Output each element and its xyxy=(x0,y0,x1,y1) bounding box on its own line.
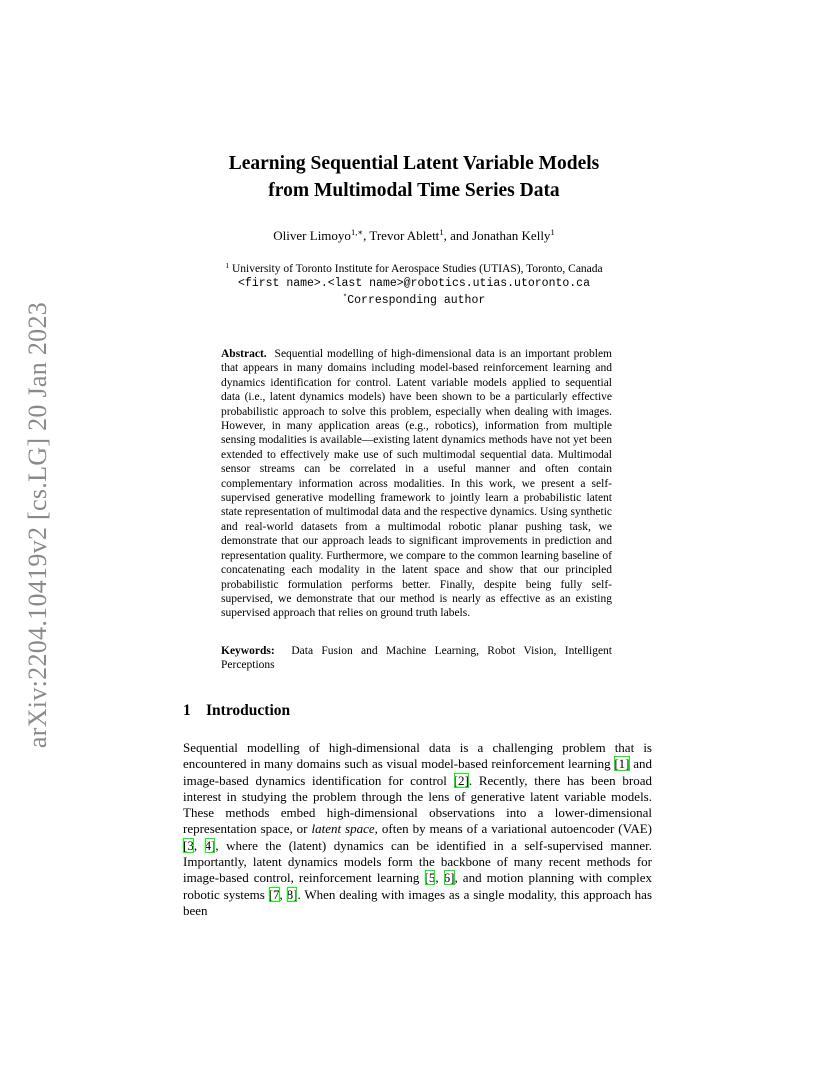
title-line-1: Learning Sequential Latent Variable Models xyxy=(228,153,600,174)
abstract xyxy=(221,347,612,621)
affiliation-institution xyxy=(0,259,828,277)
intro-text: , and motion planning with complex robotic systems xyxy=(183,870,653,902)
abstract-text: Sequential modelling of high-dimensional data is an important problem that appears in many domains including model-based reinforcement learning and dynamics identification for control. Latent variable models applied to sequential data (i.e., latent dynamics models) have been shown to be a particularly effective probabilistic approach to solve this problem, especially when dealing with images. However, in many application areas (e.g., robotics), information from multiple sensing modalities is available—existing latent dynamics methods have not yet been extended to effectively make use of such multimodal sequential data. Multimodal sensor streams can be correlated in a useful manner and often contain complementary information across modalities. In this work, we present a self-supervised generative modelling framework to jointly learn a probabilistic latent state representation of multimodal data and the respective dynamics. Using synthetic and real-world datasets from a multimodal robotic planar pushing task, we demonstrate that our approach leads to significant improvements in prediction and representation quality. Furthermore, we compare to the common learning baseline of concatenating each modality in the latent space and show that our principled probabilistic formulation performs better. Finally, despite being fully self-supervised, we demonstrate that our method is nearly as effective as an existing supervised approach that relies on ground truth labels. xyxy=(221,348,612,620)
intro-text: Sequential modelling of high-dimensional data is a challenging problem that is encountered in many domains such as visual model-based reinforcement learning xyxy=(183,740,652,772)
keywords xyxy=(221,644,612,673)
intro-text: , where the (latent) dynamics can be identified in a self-supervised manner. Importantly, latent dynamics models form the backbone of many recent methods for image-based control, reinforcement learning xyxy=(183,837,652,886)
author-3-name: , and Jonathan Kelly xyxy=(443,228,551,243)
intro-text: and image-based dynamics identification for control xyxy=(183,756,652,788)
corresponding-mark: * xyxy=(342,294,348,302)
section-heading-introduction xyxy=(183,702,290,720)
author-1-name: Oliver Limoyo xyxy=(273,228,351,243)
introduction-paragraph: Sequential modelling of high-dimensional data is a challenging problem that is encountered in many domains such as visual model-based reinforcement learning [1] and image-based dynamics identification for control [2]. Recently, there has been broad interest in studying the problem through the lens of generative latent variable models. These methods embed high-dimensional observations into a lower-dimensional representation space, or latent space, often by means of a variational autoencoder (VAE) [3, 4], where the (latent) dynamics can be identified in a self-supervised manner. Importantly, latent dynamics models form the backbone of many recent methods for image-based control, reinforcement learning [5, 6], and motion planning with complex robotic systems [7, 8]. When dealing with images as a single modality, this approach has been xyxy=(183,740,653,918)
paper-title xyxy=(0,150,828,204)
intro-emphasis: latent space xyxy=(311,821,375,837)
intro-text: , often by means of a variational autoencoder (VAE) xyxy=(374,821,652,837)
affiliation-email: <first name>.<last name>@robotics.utias.utoronto.ca xyxy=(238,276,590,290)
abstract-label: Abstract. xyxy=(221,348,267,360)
citation-link[interactable]: [3 xyxy=(183,837,194,853)
institution-name: University of Toronto Institute for Aerospace Studies (UTIAS), Toronto, Canada xyxy=(231,263,603,275)
keywords-label: Keywords: xyxy=(221,645,275,657)
citation-link[interactable]: [5 xyxy=(424,870,436,886)
citation-link[interactable]: [1] xyxy=(614,756,630,772)
citation-link[interactable]: [7 xyxy=(268,886,280,902)
intro-text: . Recently, there has been broad interest in studying the problem through the lens of generative latent variable models. These methods embed high-dimensional observations into a lower-dimensional representation space, or xyxy=(183,772,653,837)
author-list: Oliver Limoyo$^{1,∗}$, Trevor Ablett$^1$, and Jonathan Kelly$^1$ xyxy=(273,227,555,243)
section-title: Introduction xyxy=(206,702,291,719)
intro-text: . When dealing with images as a single modality, this approach has been xyxy=(183,886,653,918)
author-2-name: Trevor Ablett xyxy=(369,228,440,243)
citation-link[interactable]: 6] xyxy=(443,870,455,886)
author-1-affiliation-mark: 1,∗ xyxy=(350,227,364,237)
affiliation-mark: 1 xyxy=(225,261,230,270)
citation-link[interactable]: [2] xyxy=(453,772,469,788)
arxiv-identifier-stamp xyxy=(18,290,58,760)
corresponding-text: Corresponding author xyxy=(347,294,486,307)
author-2-affiliation-mark: 1 xyxy=(439,227,444,237)
affiliation-block xyxy=(0,259,828,309)
citation-link[interactable]: 8] xyxy=(286,886,298,902)
title-line-2: from Multimodal Time Series Data xyxy=(268,180,560,201)
citation-link[interactable]: 4] xyxy=(204,837,216,853)
corresponding-author-note xyxy=(0,291,828,309)
author-3-affiliation-mark: 1 xyxy=(550,227,555,237)
section-number: 1 xyxy=(183,702,191,719)
arxiv-identifier-text: arXiv:2204.10419v2 [cs.LG] 20 Jan 2023 xyxy=(23,301,52,749)
keywords-text: Data Fusion and Machine Learning, Robot Vision, Intelligent Perceptions xyxy=(221,645,612,672)
